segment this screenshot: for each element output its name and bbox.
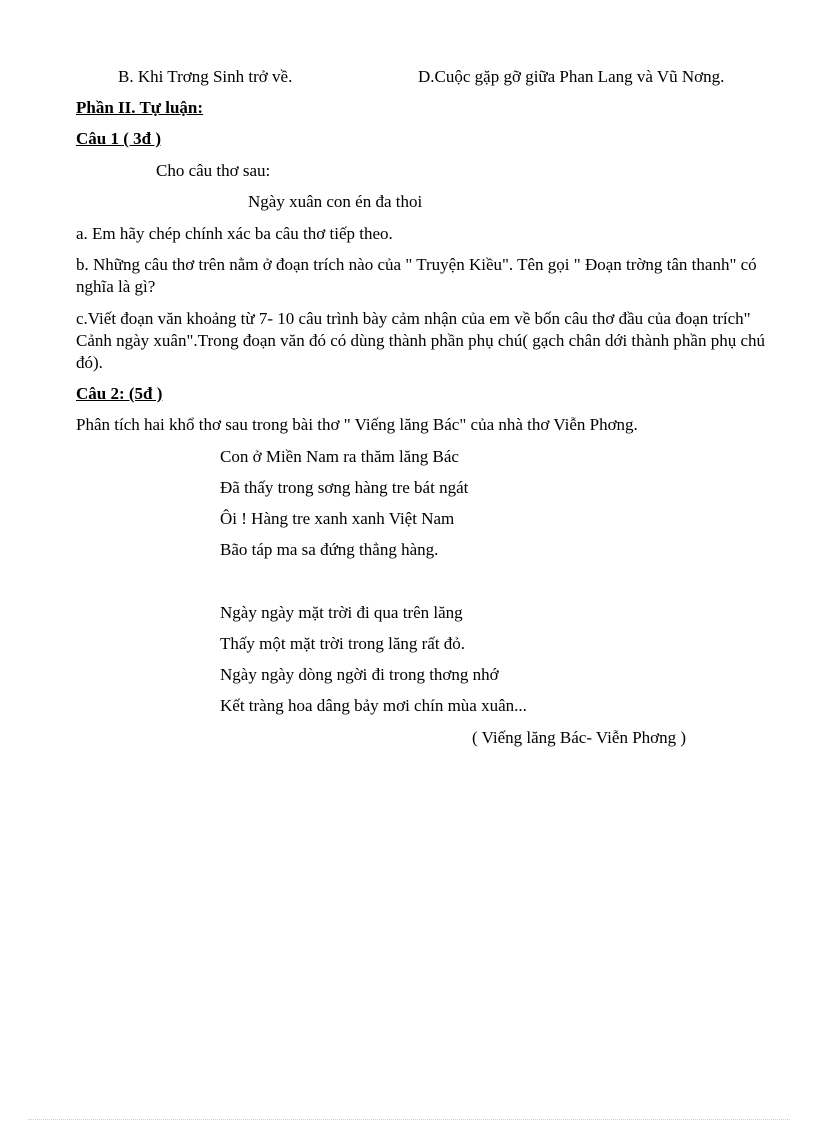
- question2-heading: Câu 2: (5đ ): [76, 384, 163, 403]
- question1-intro: Cho câu thơ sau:: [156, 161, 271, 180]
- option-b: B. Khi Trơng Sinh trở về.: [118, 67, 293, 86]
- poem-citation: ( Viếng lăng Bác- Viễn Phơng ): [472, 728, 687, 747]
- part2-heading: Phần II. Tự luận:: [76, 98, 204, 117]
- question1-heading: Câu 1 ( 3đ ): [76, 129, 162, 148]
- stanza2-line-3: Ngày ngày dòng ngời đi trong thơng nhớ: [220, 665, 499, 684]
- stanza2-line-2: Thấy một mặt trời trong lăng rất đỏ.: [220, 634, 466, 653]
- stanza1-line-1: Con ở Miền Nam ra thăm lăng Bác: [220, 447, 459, 466]
- option-d: D.Cuộc gặp gỡ giữa Phan Lang và Vũ Nơng.: [418, 67, 725, 86]
- question1-verse: Ngày xuân con én đa thoi: [248, 192, 423, 211]
- stanza2-line-4: Kết tràng hoa dâng bảy mơi chín mùa xuân...: [220, 696, 527, 715]
- stanza2-line-1: Ngày ngày mặt trời đi qua trên lăng: [220, 603, 463, 622]
- page-bottom-divider: [28, 1119, 790, 1120]
- question1-item-c: c.Viết đoạn văn khoảng từ 7- 10 câu trình bày cảm nhận của em về bốn câu thơ đầu của đoạn trích" Cảnh ngày xuân".Trong đoạn văn đó có dùng thành phần phụ chú( gạch chân dới thành phần phụ chú đó).: [76, 309, 766, 372]
- question2-prompt: Phân tích hai khổ thơ sau trong bài thơ " Viếng lăng Bác" của nhà thơ Viễn Phơng.: [76, 415, 638, 434]
- question1-item-b: b. Những câu thơ trên nằm ở đoạn trích nào của " Truyện Kiều". Tên gọi " Đoạn trờng tân thanh" có nghĩa là gì?: [76, 255, 757, 296]
- stanza1-line-2: Đã thấy trong sơng hàng tre bát ngát: [220, 478, 469, 497]
- stanza1-line-4: Bão táp ma sa đứng thẳng hàng.: [220, 540, 439, 559]
- stanza1-line-3: Ôi ! Hàng tre xanh xanh Việt Nam: [220, 509, 455, 528]
- question1-item-a: a. Em hãy chép chính xác ba câu thơ tiếp theo.: [76, 224, 393, 243]
